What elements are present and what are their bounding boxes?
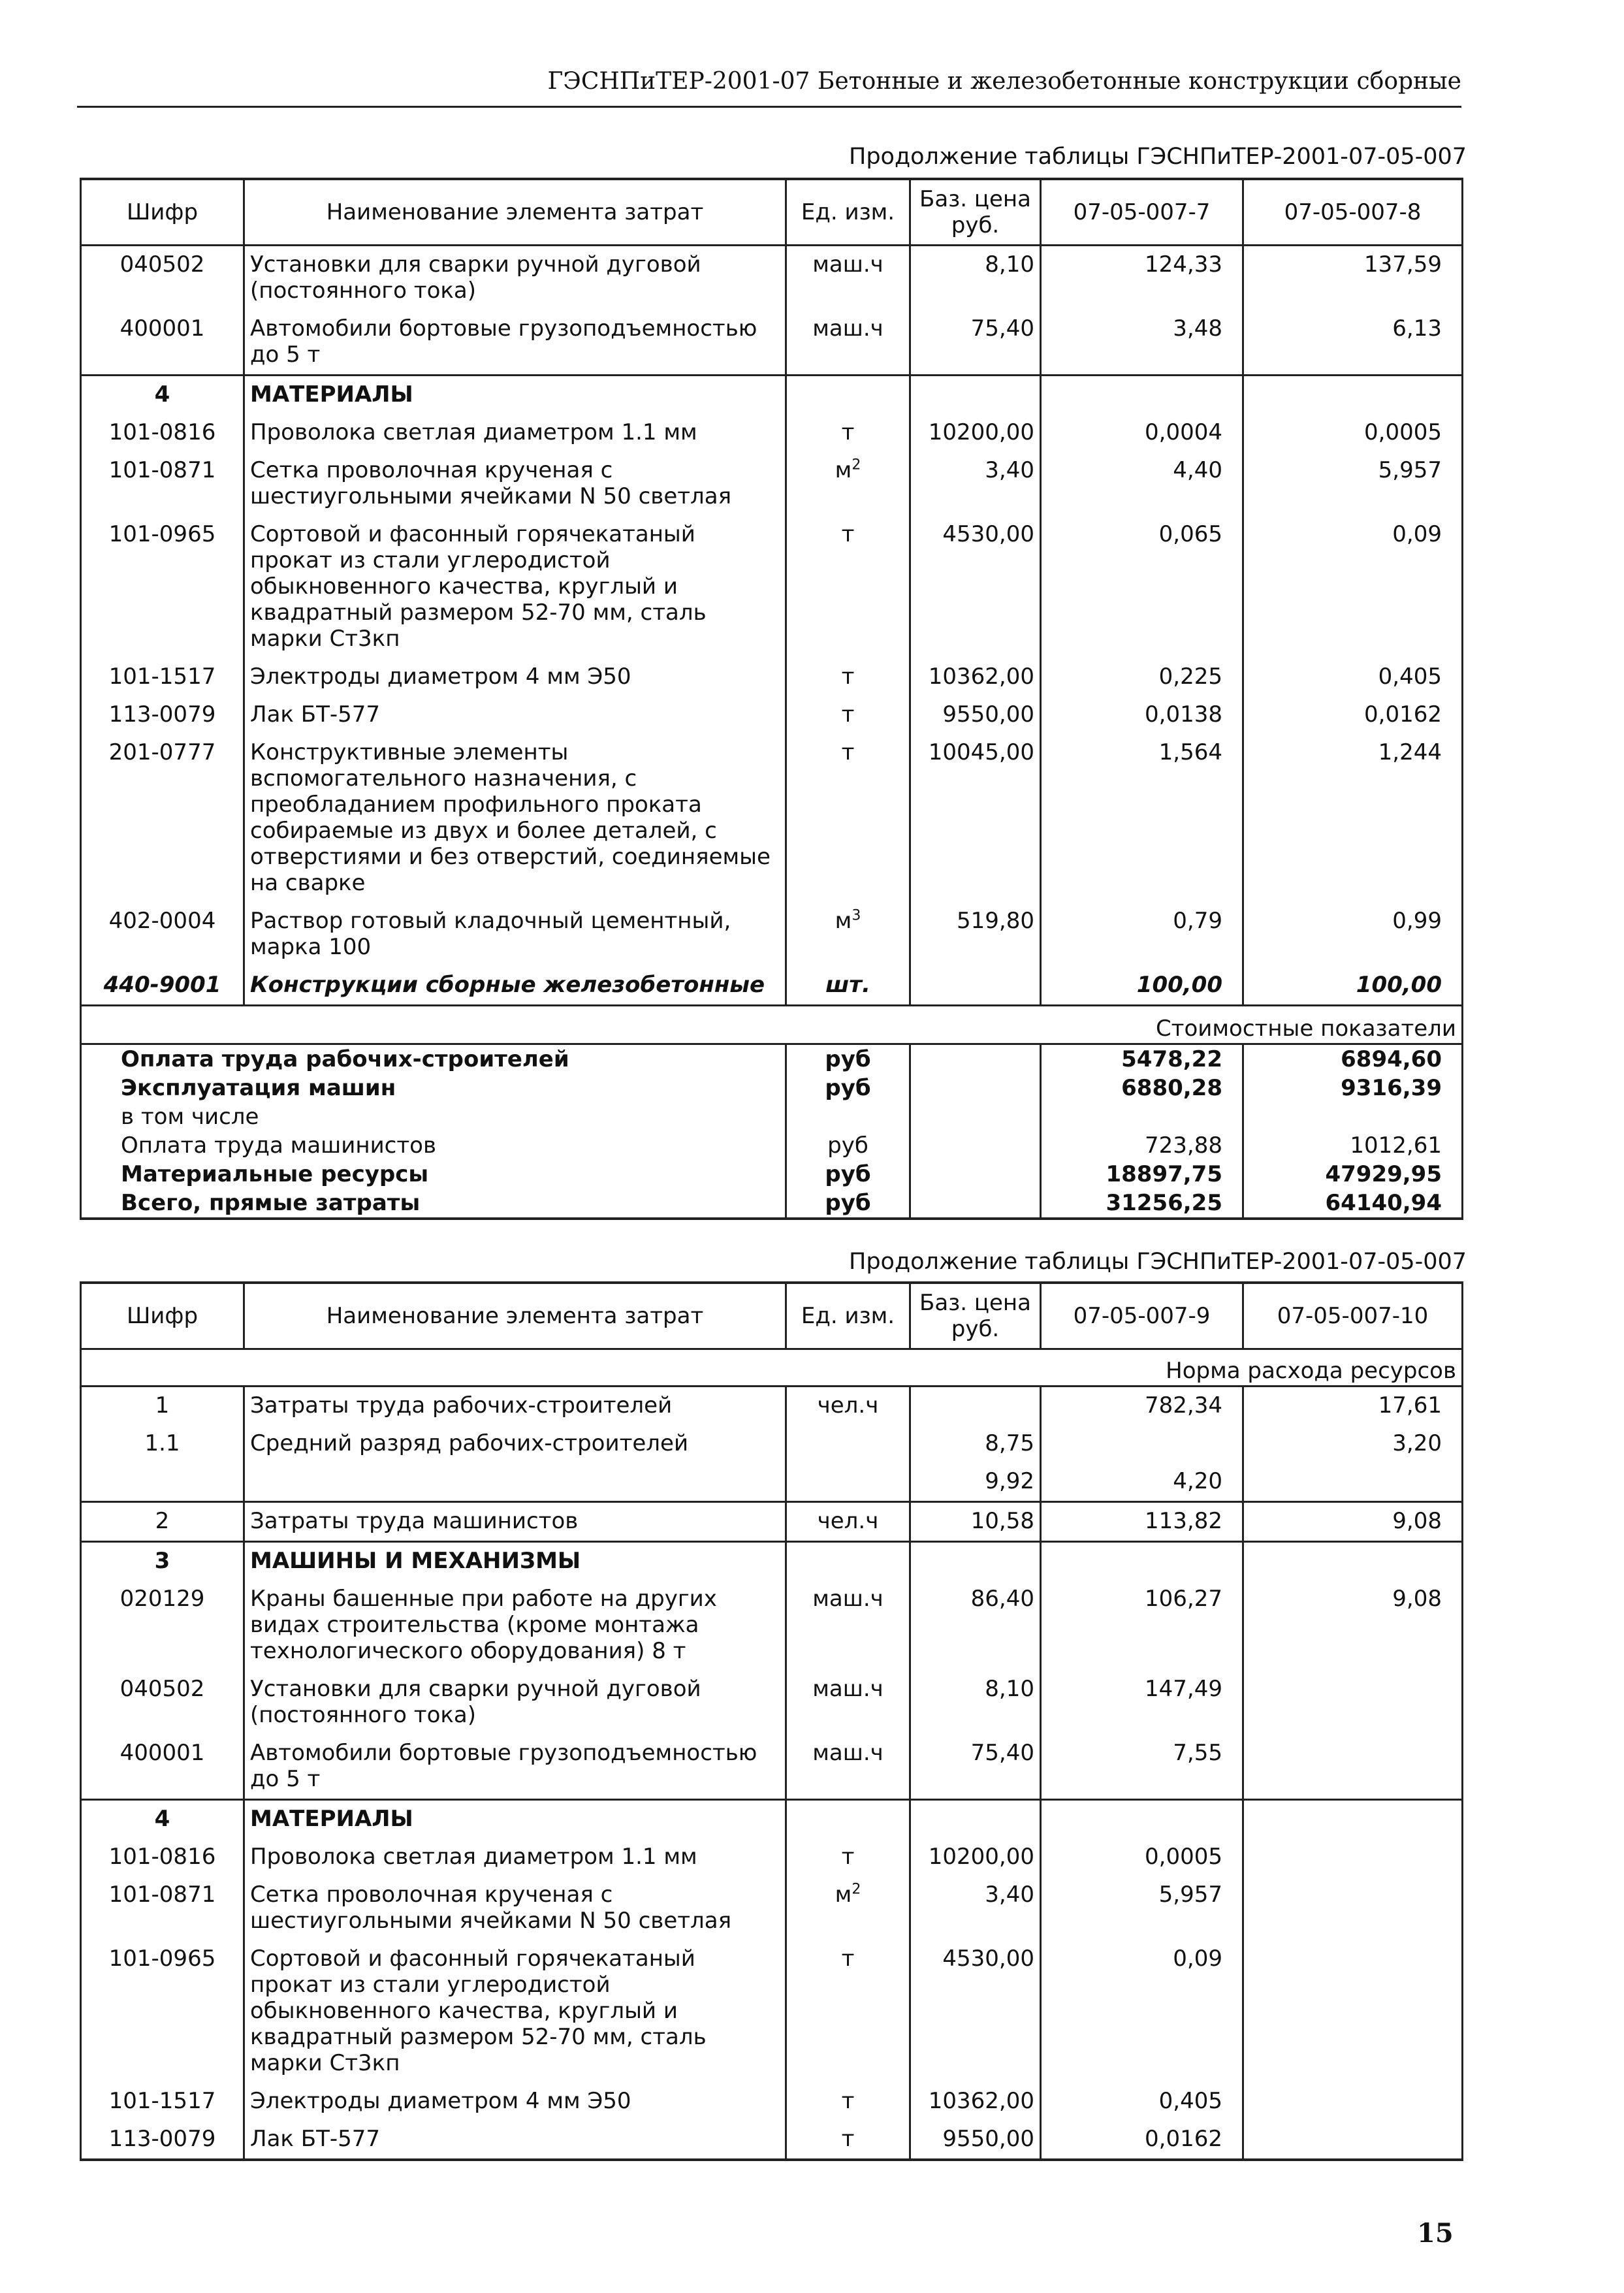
row-code (81, 1463, 244, 1502)
row-value-2 (1243, 2083, 1463, 2121)
row-name: Краны башенные при работе на других видах строительства (кроме монтажа технологического оборудования) 8 т (244, 1580, 786, 1671)
row-unit (786, 696, 910, 734)
row-value-2: 9,08 (1243, 1580, 1463, 1671)
row-price: 4530,00 (910, 1940, 1041, 2083)
table-row (81, 1800, 1463, 1839)
cost-title: Стоимостные показатели (81, 1006, 1463, 1044)
page-header-text: ГЭСНПиТЕР-2001-07 Бетонные и железобетонные конструкции сборные (547, 68, 1461, 95)
row-code: 3 (81, 1542, 244, 1581)
header-col2: 07-05-007-10 (1243, 1283, 1463, 1349)
table-row (81, 1735, 1463, 1800)
row-value-1: 1,564 (1041, 734, 1243, 903)
cost-value-1: 6880,28 (1041, 1074, 1243, 1102)
table-row (81, 1502, 1463, 1542)
table-row (81, 246, 1463, 311)
cost-unit: руб (786, 1131, 910, 1160)
row-value-1: 5,957 (1041, 1876, 1243, 1940)
cost-name: Материальные ресурсы (81, 1160, 786, 1189)
row-value-2: 17,61 (1243, 1387, 1463, 1426)
row-value-1: 0,405 (1041, 2083, 1243, 2121)
row-value-2: 0,09 (1243, 516, 1463, 658)
row-price: 10362,00 (910, 2083, 1041, 2121)
cost-empty (910, 1074, 1041, 1102)
row-code: 4 (81, 376, 244, 415)
row-value-1 (1041, 1800, 1243, 1839)
row-price: 4530,00 (910, 516, 1041, 658)
unit-superscript: 3 (852, 907, 861, 924)
header-col1: 07-05-007-9 (1041, 1283, 1243, 1349)
row-unit (786, 1671, 910, 1735)
row-value-2 (1243, 1735, 1463, 1800)
row-value-2 (1243, 1463, 1463, 1502)
norm-title: Норма расхода ресурсов (81, 1349, 1463, 1387)
row-unit (786, 1580, 910, 1671)
table-row (81, 414, 1463, 452)
row-value-2: 0,0162 (1243, 696, 1463, 734)
row-price: 9550,00 (910, 696, 1041, 734)
unit-text: т (841, 739, 855, 765)
row-value-1 (1041, 1425, 1243, 1463)
row-name: МАШИНЫ И МЕХАНИЗМЫ (244, 1542, 786, 1581)
row-unit (786, 516, 910, 658)
header-col2: 07-05-007-8 (1243, 179, 1463, 246)
row-value-1: 4,40 (1041, 452, 1243, 516)
row-value-2: 6,13 (1243, 310, 1463, 376)
unit-text: т (841, 2088, 855, 2114)
row-value-1: 113,82 (1041, 1502, 1243, 1542)
cost-unit: руб (786, 1074, 910, 1102)
table2-norm-title-row (81, 1349, 1463, 1387)
cost-row (81, 1074, 1463, 1102)
row-unit (786, 1940, 910, 2083)
row-code: 101-0965 (81, 1940, 244, 2083)
row-value-2: 0,99 (1243, 903, 1463, 967)
row-value-1: 0,065 (1041, 516, 1243, 658)
row-unit (786, 1800, 910, 1839)
row-code: 113-0079 (81, 2121, 244, 2160)
table1 (80, 178, 1463, 1220)
row-code: 113-0079 (81, 696, 244, 734)
table-row (81, 967, 1463, 1006)
cost-value-1 (1041, 1102, 1243, 1131)
row-value-2 (1243, 2121, 1463, 2160)
row-value-1 (1041, 1542, 1243, 1581)
table-row (81, 2121, 1463, 2160)
row-value-2 (1243, 1876, 1463, 1940)
table-row (81, 1387, 1463, 1426)
unit-text: т (841, 664, 855, 690)
row-unit (786, 734, 910, 903)
table-row (81, 1542, 1463, 1581)
row-name: Конструкции сборные железобетонные (244, 967, 786, 1006)
row-code: 1.1 (81, 1425, 244, 1463)
row-unit (786, 310, 910, 376)
row-code: 1 (81, 1387, 244, 1426)
row-code: 101-0871 (81, 1876, 244, 1940)
row-value-1: 147,49 (1041, 1671, 1243, 1735)
table-row (81, 1940, 1463, 2083)
row-name: Электроды диаметром 4 мм Э50 (244, 2083, 786, 2121)
row-name: Лак БТ-577 (244, 2121, 786, 2160)
row-value-1: 0,0005 (1041, 1838, 1243, 1876)
row-price: 8,10 (910, 246, 1041, 311)
table2-body (81, 1387, 1463, 2160)
row-name: МАТЕРИАЛЫ (244, 1800, 786, 1839)
row-name: Раствор готовый кладочный цементный, марка 100 (244, 903, 786, 967)
row-value-1: 7,55 (1041, 1735, 1243, 1800)
row-value-2 (1243, 1542, 1463, 1581)
table1-caption: Продолжение таблицы ГЭСНПиТЕР-2001-07-05-007 (849, 144, 1467, 170)
unit-text: м (835, 908, 852, 934)
table1-cost-title-row (81, 1006, 1463, 1044)
row-value-1: 4,20 (1041, 1463, 1243, 1502)
row-code: 440-9001 (81, 967, 244, 1006)
row-unit (786, 1542, 910, 1581)
cost-name: Всего, прямые затраты (81, 1189, 786, 1219)
table2-header-row (81, 1283, 1463, 1349)
unit-text: т (841, 1946, 855, 1972)
row-code: 040502 (81, 1671, 244, 1735)
row-price: 10045,00 (910, 734, 1041, 903)
cost-row (81, 1102, 1463, 1131)
row-name: Лак БТ-577 (244, 696, 786, 734)
table-row (81, 452, 1463, 516)
header-code: Шифр (81, 179, 244, 246)
cost-unit: руб (786, 1189, 910, 1219)
row-price: 75,40 (910, 1735, 1041, 1800)
unit-text: т (841, 2126, 855, 2152)
cost-value-2: 64140,94 (1243, 1189, 1463, 1219)
cost-empty (910, 1160, 1041, 1189)
page-number: 15 (1417, 2218, 1454, 2249)
unit-superscript: 2 (852, 1881, 861, 1898)
unit-text: шт. (825, 972, 870, 998)
unit-superscript: 2 (852, 457, 861, 473)
cost-value-2: 6894,60 (1243, 1044, 1463, 1074)
row-unit (786, 452, 910, 516)
row-name: Автомобили бортовые грузоподъемностью до 5 т (244, 1735, 786, 1800)
row-code: 040502 (81, 246, 244, 311)
unit-text: маш.ч (812, 1586, 884, 1612)
table2-caption: Продолжение таблицы ГЭСНПиТЕР-2001-07-05-007 (849, 1249, 1467, 1275)
table-row (81, 2083, 1463, 2121)
row-value-2: 137,59 (1243, 246, 1463, 311)
row-name: Проволока светлая диаметром 1.1 мм (244, 414, 786, 452)
row-name (244, 1463, 786, 1502)
row-value-2: 5,957 (1243, 452, 1463, 516)
row-price (910, 967, 1041, 1006)
cost-value-2: 47929,95 (1243, 1160, 1463, 1189)
cost-row (81, 1044, 1463, 1074)
row-unit (786, 658, 910, 696)
row-price (910, 1800, 1041, 1839)
row-value-1: 106,27 (1041, 1580, 1243, 1671)
cost-row (81, 1189, 1463, 1219)
cost-empty (910, 1044, 1041, 1074)
row-unit (786, 903, 910, 967)
row-value-1: 0,09 (1041, 1940, 1243, 2083)
table-row (81, 1876, 1463, 1940)
page-header (77, 65, 1461, 108)
table1-header-row (81, 179, 1463, 246)
row-unit (786, 1425, 910, 1463)
row-name: Конструктивные элементы вспомогательного назначения, с преобладанием профильного проката собираемые из двух и более деталей, с отверстиями и без отверстий, соединяемые на сварке (244, 734, 786, 903)
row-name: Установки для сварки ручной дуговой (постоянного тока) (244, 1671, 786, 1735)
unit-text: маш.ч (812, 251, 884, 278)
unit-text: м (835, 1882, 852, 1908)
header-unit: Ед. изм. (786, 1283, 910, 1349)
cost-unit (786, 1102, 910, 1131)
row-value-2 (1243, 1940, 1463, 2083)
table-row (81, 516, 1463, 658)
row-unit (786, 967, 910, 1006)
unit-text: чел.ч (817, 1508, 879, 1534)
cost-row (81, 1160, 1463, 1189)
cost-value-1: 5478,22 (1041, 1044, 1243, 1074)
row-value-2: 9,08 (1243, 1502, 1463, 1542)
row-value-2 (1243, 376, 1463, 415)
header-price: Баз. цена руб. (910, 179, 1041, 246)
row-value-2 (1243, 1838, 1463, 1876)
cost-empty (910, 1102, 1041, 1131)
unit-text: т (841, 1844, 855, 1870)
header-unit: Ед. изм. (786, 179, 910, 246)
row-unit (786, 1735, 910, 1800)
row-name: Сетка проволочная крученая с шестиугольными ячейками N 50 светлая (244, 452, 786, 516)
row-price: 9550,00 (910, 2121, 1041, 2160)
table-row (81, 1425, 1463, 1463)
row-value-2: 0,0005 (1243, 414, 1463, 452)
row-code: 400001 (81, 310, 244, 376)
unit-text: т (841, 419, 855, 445)
row-code: 101-0965 (81, 516, 244, 658)
cost-name: Эксплуатация машин (81, 1074, 786, 1102)
unit-text: маш.ч (812, 1740, 884, 1766)
row-price: 86,40 (910, 1580, 1041, 1671)
unit-text: т (841, 701, 855, 728)
row-price: 3,40 (910, 1876, 1041, 1940)
header-code: Шифр (81, 1283, 244, 1349)
row-value-2: 100,00 (1243, 967, 1463, 1006)
row-price: 10,58 (910, 1502, 1041, 1542)
row-name: Сортовой и фасонный горячекатаный прокат из стали углеродистой обыкновенного качества, круглый и квадратный размером 52-70 мм, сталь марки Ст3кп (244, 516, 786, 658)
row-name: Средний разряд рабочих-строителей (244, 1425, 786, 1463)
row-value-1: 0,0004 (1041, 414, 1243, 452)
row-value-2 (1243, 1800, 1463, 1839)
cost-row (81, 1131, 1463, 1160)
row-unit (786, 1502, 910, 1542)
row-unit (786, 1876, 910, 1940)
table-row (81, 1671, 1463, 1735)
cost-empty (910, 1189, 1041, 1219)
row-price: 75,40 (910, 310, 1041, 376)
row-name: Автомобили бортовые грузоподъемностью до 5 т (244, 310, 786, 376)
row-name: МАТЕРИАЛЫ (244, 376, 786, 415)
table-row (81, 734, 1463, 903)
row-value-1: 0,0138 (1041, 696, 1243, 734)
row-code: 402-0004 (81, 903, 244, 967)
row-price: 10362,00 (910, 658, 1041, 696)
table-row (81, 1838, 1463, 1876)
row-code: 4 (81, 1800, 244, 1839)
table-row (81, 1580, 1463, 1671)
table-row (81, 1463, 1463, 1502)
cost-value-1: 723,88 (1041, 1131, 1243, 1160)
row-unit (786, 2121, 910, 2160)
table-row (81, 696, 1463, 734)
row-price: 8,10 (910, 1671, 1041, 1735)
row-price: 3,40 (910, 452, 1041, 516)
row-code: 101-0816 (81, 1838, 244, 1876)
row-value-1: 0,225 (1041, 658, 1243, 696)
row-name: Установки для сварки ручной дуговой (постоянного тока) (244, 246, 786, 311)
row-unit (786, 414, 910, 452)
unit-text: маш.ч (812, 1676, 884, 1702)
row-code: 101-0816 (81, 414, 244, 452)
header-name: Наименование элемента затрат (244, 179, 786, 246)
row-name: Проволока светлая диаметром 1.1 мм (244, 1838, 786, 1876)
unit-text: м (835, 457, 852, 483)
unit-text: маш.ч (812, 315, 884, 342)
row-value-1: 0,0162 (1041, 2121, 1243, 2160)
row-value-2 (1243, 1671, 1463, 1735)
row-value-2: 0,405 (1243, 658, 1463, 696)
row-price (910, 1542, 1041, 1581)
row-value-2: 1,244 (1243, 734, 1463, 903)
row-name: Сортовой и фасонный горячекатаный прокат из стали углеродистой обыкновенного качества, круглый и квадратный размером 52-70 мм, сталь марки Ст3кп (244, 1940, 786, 2083)
row-code: 201-0777 (81, 734, 244, 903)
header-name: Наименование элемента затрат (244, 1283, 786, 1349)
row-value-1: 124,33 (1041, 246, 1243, 311)
row-value-1 (1041, 376, 1243, 415)
table1-body (81, 246, 1463, 1006)
row-name: Затраты труда рабочих-строителей (244, 1387, 786, 1426)
row-price: 519,80 (910, 903, 1041, 967)
row-value-1: 3,48 (1041, 310, 1243, 376)
row-name: Электроды диаметром 4 мм Э50 (244, 658, 786, 696)
table2 (80, 1281, 1463, 2161)
row-value-1: 0,79 (1041, 903, 1243, 967)
cost-value-1: 18897,75 (1041, 1160, 1243, 1189)
table-row (81, 658, 1463, 696)
row-code: 101-1517 (81, 2083, 244, 2121)
row-unit (786, 2083, 910, 2121)
row-unit (786, 376, 910, 415)
cost-unit: руб (786, 1160, 910, 1189)
cost-name: Оплата труда рабочих-строителей (81, 1044, 786, 1074)
row-code: 400001 (81, 1735, 244, 1800)
row-price (910, 376, 1041, 415)
cost-name: в том числе (81, 1102, 786, 1131)
row-price (910, 1387, 1041, 1426)
row-unit (786, 1838, 910, 1876)
header-price: Баз. цена руб. (910, 1283, 1041, 1349)
row-unit (786, 246, 910, 311)
row-name: Затраты труда машинистов (244, 1502, 786, 1542)
row-price: 8,75 (910, 1425, 1041, 1463)
cost-value-2: 1012,61 (1243, 1131, 1463, 1160)
table-row (81, 903, 1463, 967)
table1-cost-body (81, 1044, 1463, 1219)
unit-text: чел.ч (817, 1392, 879, 1419)
row-value-1: 100,00 (1041, 967, 1243, 1006)
row-code: 2 (81, 1502, 244, 1542)
cost-unit: руб (786, 1044, 910, 1074)
row-value-2: 3,20 (1243, 1425, 1463, 1463)
row-code: 020129 (81, 1580, 244, 1671)
row-name: Сетка проволочная крученая с шестиугольными ячейками N 50 светлая (244, 1876, 786, 1940)
cost-value-1: 31256,25 (1041, 1189, 1243, 1219)
header-col1: 07-05-007-7 (1041, 179, 1243, 246)
unit-text: т (841, 521, 855, 547)
row-unit (786, 1387, 910, 1426)
table-row (81, 310, 1463, 376)
cost-value-2 (1243, 1102, 1463, 1131)
row-value-1: 782,34 (1041, 1387, 1243, 1426)
row-price: 10200,00 (910, 1838, 1041, 1876)
row-unit (786, 1463, 910, 1502)
cost-value-2: 9316,39 (1243, 1074, 1463, 1102)
cost-empty (910, 1131, 1041, 1160)
row-code: 101-1517 (81, 658, 244, 696)
row-price: 9,92 (910, 1463, 1041, 1502)
cost-name: Оплата труда машинистов (81, 1131, 786, 1160)
table-row (81, 376, 1463, 415)
row-code: 101-0871 (81, 452, 244, 516)
row-price: 10200,00 (910, 414, 1041, 452)
